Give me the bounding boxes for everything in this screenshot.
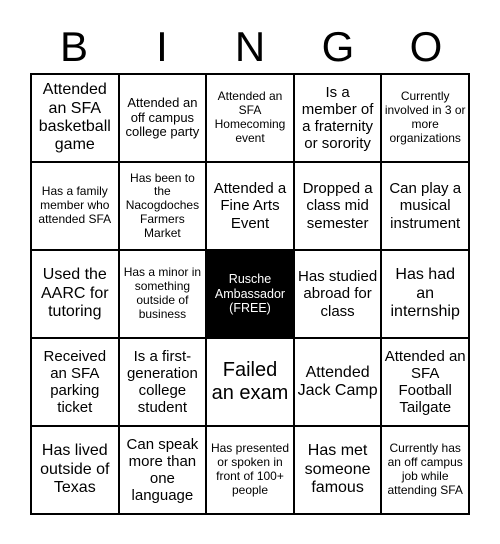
cell-label: Has met someone famous bbox=[304, 442, 371, 497]
cell-label: Attended an SFA Homecoming event bbox=[214, 89, 286, 145]
bingo-cell-r2c3[interactable] bbox=[206, 162, 294, 250]
cell-label: Currently has an off campus job while attending SFA bbox=[387, 441, 463, 497]
cell-label: Attended an SFA Football Tailgate bbox=[384, 347, 466, 417]
cell-label: Can play a musical instrument bbox=[389, 180, 462, 232]
header-letter-i: I bbox=[156, 23, 168, 70]
cell-label: Used the AARC for tutoring bbox=[41, 266, 109, 321]
bingo-cell-r3c5[interactable] bbox=[381, 250, 469, 338]
free-space[interactable] bbox=[206, 250, 294, 338]
cell-label: Attended a Fine Arts Event bbox=[213, 180, 287, 232]
bingo-grid bbox=[30, 73, 470, 515]
bingo-cell-r4c1[interactable] bbox=[31, 338, 119, 426]
bingo-cell-r3c2[interactable] bbox=[119, 250, 207, 338]
bingo-cell-r2c2[interactable] bbox=[119, 162, 207, 250]
bingo-cell-r2c1[interactable] bbox=[31, 162, 119, 250]
bingo-cell-r5c1[interactable] bbox=[31, 426, 119, 514]
bingo-cell-r1c3[interactable] bbox=[206, 74, 294, 162]
cell-label: Is a first-generation college student bbox=[126, 347, 198, 417]
bingo-cell-r4c2[interactable] bbox=[119, 338, 207, 426]
cell-label: Rusche Ambassador (FREE) bbox=[214, 272, 286, 316]
bingo-cell-r1c4[interactable] bbox=[294, 74, 382, 162]
header-letter-o: O bbox=[409, 23, 443, 70]
cell-label: Has presented or spoken in front of 100+ people bbox=[210, 441, 290, 497]
cell-label: Dropped a class mid semester bbox=[302, 180, 373, 232]
cell-label: Has been to the Nacogdoches Farmers Market bbox=[125, 170, 200, 240]
cell-label: Can speak more than one language bbox=[126, 435, 199, 505]
bingo-cell-r1c5[interactable] bbox=[381, 74, 469, 162]
bingo-cell-r5c2[interactable] bbox=[119, 426, 207, 514]
cell-label: Received an SFA parking ticket bbox=[43, 347, 107, 417]
cell-label: Is a member of a fraternity or sorority bbox=[301, 83, 374, 153]
cell-label: Has a family member who attended SFA bbox=[38, 184, 112, 226]
cell-label: Has lived outside of Texas bbox=[40, 442, 110, 497]
bingo-cell-r5c3[interactable] bbox=[206, 426, 294, 514]
header-letter-b: B bbox=[59, 23, 88, 70]
bingo-cell-r4c4[interactable] bbox=[294, 338, 382, 426]
bingo-header bbox=[30, 22, 470, 72]
bingo-cell-r4c3[interactable] bbox=[206, 338, 294, 426]
bingo-cell-r5c4[interactable] bbox=[294, 426, 382, 514]
cell-label: Has a minor in something outside of business bbox=[123, 265, 202, 321]
cell-label: Currently involved in 3 or more organizations bbox=[384, 89, 466, 145]
cell-label: Attended Jack Camp bbox=[297, 363, 378, 399]
bingo-cell-r5c5[interactable] bbox=[381, 426, 469, 514]
header-letter-g: G bbox=[321, 23, 355, 70]
header-letter-n: N bbox=[234, 23, 266, 70]
bingo-cell-r4c5[interactable] bbox=[381, 338, 469, 426]
bingo-cell-r2c4[interactable] bbox=[294, 162, 382, 250]
bingo-cell-r1c2[interactable] bbox=[119, 74, 207, 162]
cell-label: Has studied abroad for class bbox=[297, 268, 378, 320]
cell-label: Attended an SFA basketball game bbox=[38, 81, 111, 154]
bingo-cell-r2c5[interactable] bbox=[381, 162, 469, 250]
cell-label: Attended an off campus college party bbox=[125, 94, 200, 140]
bingo-cell-r1c1[interactable] bbox=[31, 74, 119, 162]
bingo-cell-r3c4[interactable] bbox=[294, 250, 382, 338]
bingo-cell-r3c1[interactable] bbox=[31, 250, 119, 338]
cell-label: Failed an exam bbox=[211, 359, 289, 404]
cell-label: Has had an internship bbox=[390, 266, 460, 321]
